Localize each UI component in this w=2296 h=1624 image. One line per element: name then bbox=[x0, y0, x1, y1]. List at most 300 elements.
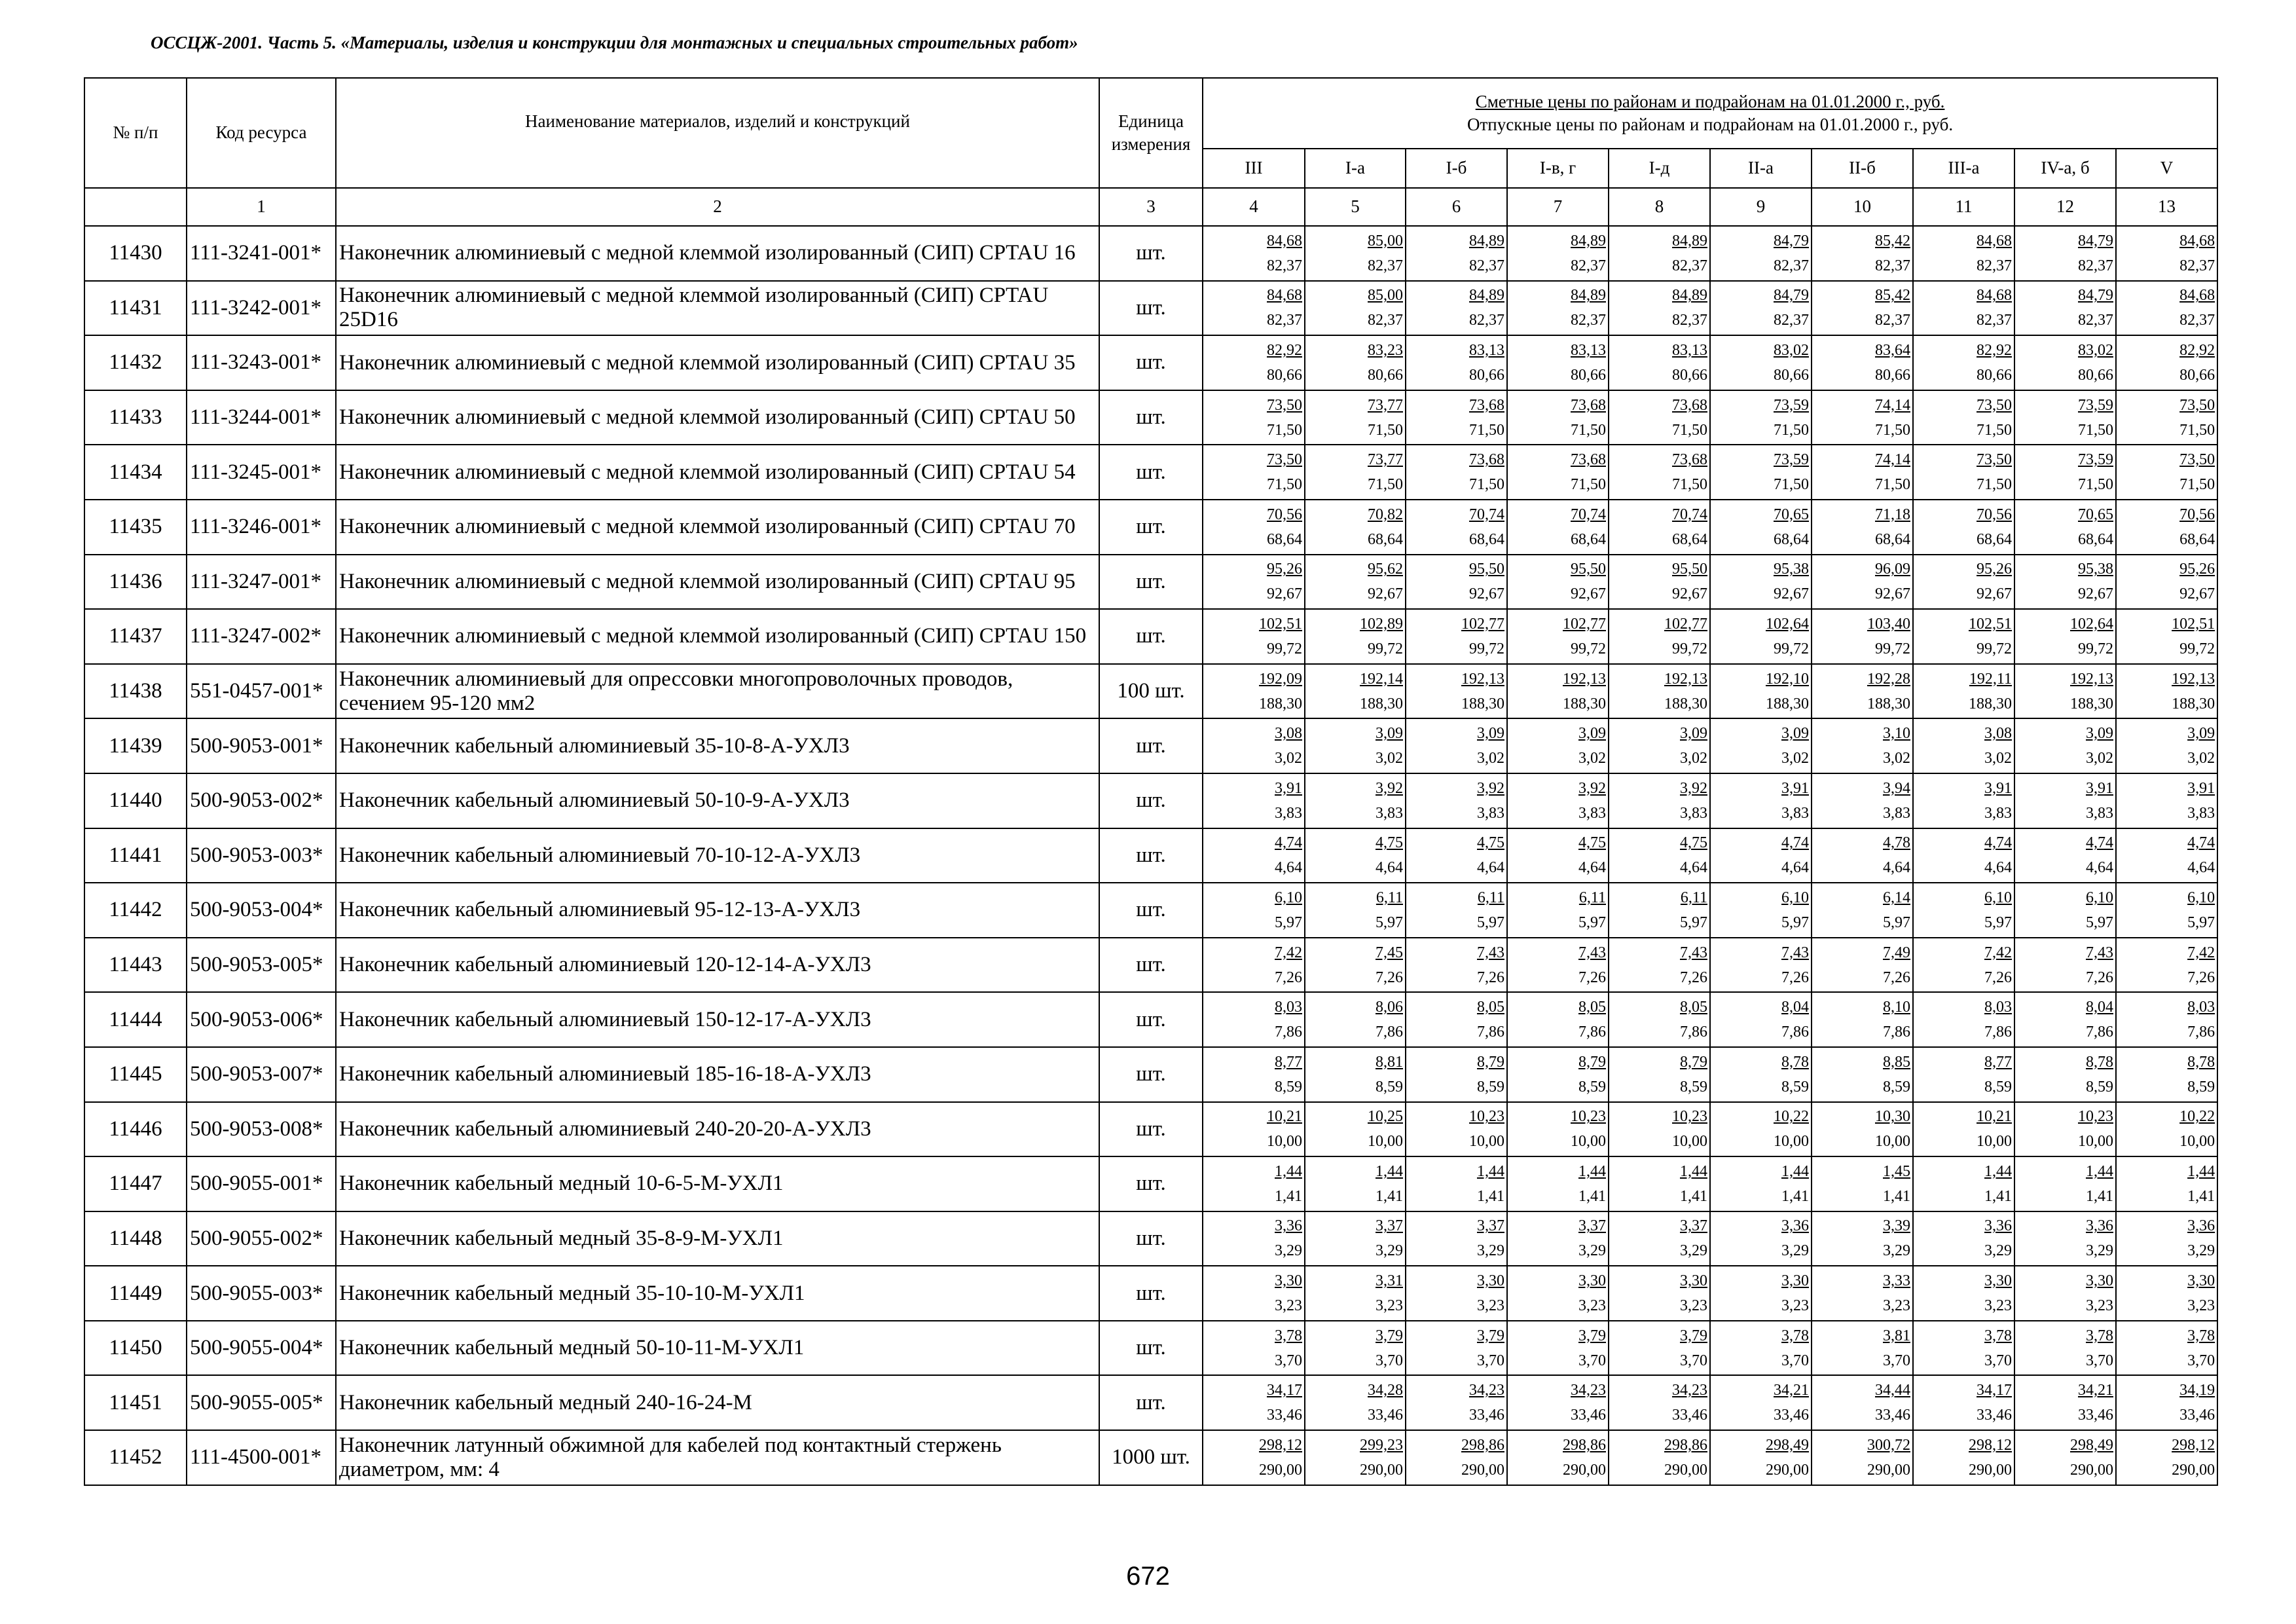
material-name: Наконечник алюминиевый с медной клеммой изолированный (СИП) CPTAU 54 bbox=[336, 445, 1099, 500]
prices-release-label: Отпускные цены по районам и подрайонам на 01.01.2000 г., руб. bbox=[1467, 115, 1954, 134]
price-cell bbox=[1406, 773, 1507, 828]
price-cell bbox=[1913, 609, 2014, 664]
resource-code: 111-4500-001* bbox=[187, 1430, 336, 1485]
estimate-price: 84,89 bbox=[1469, 232, 1504, 249]
release-price: 290,00 bbox=[1360, 1461, 1403, 1479]
price-cell bbox=[1710, 664, 1812, 719]
column-number-cell: 10 bbox=[1812, 188, 1913, 226]
estimate-price: 4,75 bbox=[1578, 834, 1606, 852]
material-name: Наконечник кабельный алюминиевый 70-10-12-А-УХЛ3 bbox=[336, 828, 1099, 883]
col-header-prices bbox=[1203, 78, 2217, 149]
price-cell bbox=[1609, 992, 1710, 1047]
price-cell bbox=[1507, 938, 1609, 993]
estimate-price: 34,17 bbox=[1977, 1382, 2012, 1399]
price-cell bbox=[1710, 1211, 1812, 1266]
release-price: 3,02 bbox=[1578, 750, 1606, 767]
estimate-price: 34,23 bbox=[1571, 1382, 1606, 1399]
release-price: 3,83 bbox=[1275, 804, 1302, 822]
release-price: 10,00 bbox=[1672, 1133, 1707, 1151]
price-cell bbox=[1507, 609, 1609, 664]
release-price: 71,50 bbox=[1571, 421, 1606, 439]
estimate-price: 84,68 bbox=[1267, 287, 1302, 304]
price-cell bbox=[1710, 226, 1812, 281]
release-price: 10,00 bbox=[1977, 1133, 2012, 1151]
release-price: 290,00 bbox=[1766, 1461, 1809, 1479]
release-price: 4,64 bbox=[1781, 859, 1809, 877]
price-cell bbox=[2116, 828, 2217, 883]
release-price: 3,70 bbox=[1680, 1352, 1707, 1369]
release-price: 7,86 bbox=[1376, 1024, 1403, 1041]
release-price: 71,50 bbox=[1267, 476, 1302, 494]
price-cell bbox=[2014, 1047, 2116, 1102]
price-cell bbox=[1406, 335, 1507, 390]
price-cell bbox=[1406, 390, 1507, 445]
estimate-price: 73,59 bbox=[1774, 451, 1809, 469]
price-cell bbox=[1710, 828, 1812, 883]
price-cell bbox=[1913, 390, 2014, 445]
price-cell bbox=[1609, 1430, 1710, 1485]
price-cell bbox=[1203, 445, 1305, 500]
estimate-price: 73,50 bbox=[1977, 396, 2012, 414]
estimate-price: 70,74 bbox=[1571, 506, 1606, 523]
price-cell bbox=[1305, 828, 1406, 883]
estimate-price: 6,11 bbox=[1376, 889, 1403, 906]
release-price: 188,30 bbox=[1563, 695, 1606, 712]
estimate-price: 10,21 bbox=[1267, 1108, 1302, 1126]
estimate-price: 8,78 bbox=[2187, 1053, 2215, 1071]
price-cell bbox=[1507, 335, 1609, 390]
row-number: 11430 bbox=[84, 226, 187, 281]
release-price: 99,72 bbox=[1469, 640, 1504, 657]
estimate-price: 70,65 bbox=[1774, 506, 1809, 523]
resource-code: 111-3244-001* bbox=[187, 390, 336, 445]
region-header-cell: I-д bbox=[1609, 149, 1710, 188]
estimate-price: 8,10 bbox=[1883, 999, 1910, 1016]
estimate-price: 10,22 bbox=[2179, 1108, 2215, 1126]
release-price: 7,26 bbox=[1477, 969, 1504, 986]
price-cell bbox=[2014, 1430, 2116, 1485]
price-cell bbox=[1609, 445, 1710, 500]
estimate-price: 3,09 bbox=[2086, 725, 2113, 743]
price-cell bbox=[1609, 773, 1710, 828]
estimate-price: 298,86 bbox=[1563, 1436, 1606, 1454]
resource-code: 500-9055-001* bbox=[187, 1156, 336, 1211]
estimate-price: 298,12 bbox=[2172, 1436, 2215, 1454]
resource-code: 500-9053-005* bbox=[187, 938, 336, 993]
table-row bbox=[84, 500, 2217, 555]
release-price: 68,64 bbox=[1977, 530, 2012, 548]
estimate-price: 84,68 bbox=[1267, 232, 1302, 249]
estimate-price: 1,44 bbox=[1680, 1162, 1707, 1180]
price-cell bbox=[1203, 883, 1305, 938]
release-price: 1,41 bbox=[2187, 1187, 2215, 1205]
estimate-price: 96,09 bbox=[1875, 561, 1910, 578]
release-price: 71,50 bbox=[1774, 421, 1809, 439]
price-cell bbox=[1609, 1156, 1710, 1211]
release-price: 71,50 bbox=[1672, 476, 1707, 494]
release-price: 3,70 bbox=[2187, 1352, 2215, 1369]
price-cell bbox=[1507, 1047, 1609, 1102]
estimate-price: 95,50 bbox=[1571, 561, 1606, 578]
release-price: 68,64 bbox=[2179, 530, 2215, 548]
release-price: 82,37 bbox=[1875, 257, 1910, 274]
release-price: 82,37 bbox=[1774, 257, 1809, 274]
row-number: 11433 bbox=[84, 390, 187, 445]
estimate-price: 3,36 bbox=[2086, 1217, 2113, 1235]
estimate-price: 84,68 bbox=[2179, 232, 2215, 249]
price-cell bbox=[1812, 226, 1913, 281]
price-cell bbox=[2116, 1375, 2217, 1430]
price-cell bbox=[1609, 226, 1710, 281]
release-price: 33,46 bbox=[1977, 1407, 2012, 1424]
release-price: 188,30 bbox=[1766, 695, 1809, 712]
estimate-price: 70,74 bbox=[1672, 506, 1707, 523]
column-number-cell: 9 bbox=[1710, 188, 1812, 226]
release-price: 8,59 bbox=[1477, 1078, 1504, 1096]
estimate-price: 3,37 bbox=[1578, 1217, 1606, 1235]
estimate-price: 8,85 bbox=[1883, 1053, 1910, 1071]
material-name: Наконечник кабельный медный 240-16-24-М bbox=[336, 1375, 1099, 1430]
material-name: Наконечник алюминиевый с медной клеммой изолированный (СИП) CPTAU 95 bbox=[336, 555, 1099, 610]
estimate-price: 84,79 bbox=[2078, 287, 2113, 304]
table-row bbox=[84, 938, 2217, 993]
release-price: 92,67 bbox=[1571, 585, 1606, 603]
row-number: 11449 bbox=[84, 1266, 187, 1321]
estimate-price: 3,09 bbox=[1477, 725, 1504, 743]
release-price: 82,37 bbox=[2179, 257, 2215, 274]
estimate-price: 8,77 bbox=[1275, 1053, 1302, 1071]
col-header-name: Наименование материалов, изделий и конструкций bbox=[336, 78, 1099, 188]
release-price: 188,30 bbox=[1259, 695, 1302, 712]
price-cell bbox=[1305, 1102, 1406, 1157]
estimate-price: 6,14 bbox=[1883, 889, 1910, 906]
price-cell bbox=[2116, 664, 2217, 719]
unit-of-measure: шт. bbox=[1099, 992, 1203, 1047]
estimate-price: 8,03 bbox=[1984, 999, 2012, 1016]
unit-of-measure: шт. bbox=[1099, 828, 1203, 883]
unit-of-measure: шт. bbox=[1099, 335, 1203, 390]
estimate-price: 3,37 bbox=[1680, 1217, 1707, 1235]
release-price: 71,50 bbox=[2179, 476, 2215, 494]
estimate-price: 3,36 bbox=[1275, 1217, 1302, 1235]
estimate-price: 3,91 bbox=[2187, 779, 2215, 797]
release-price: 7,26 bbox=[1275, 969, 1302, 986]
release-price: 7,26 bbox=[1883, 969, 1910, 986]
estimate-price: 73,68 bbox=[1469, 396, 1504, 414]
price-cell bbox=[1507, 1266, 1609, 1321]
estimate-price: 34,23 bbox=[1469, 1382, 1504, 1399]
price-cell bbox=[1203, 992, 1305, 1047]
release-price: 3,83 bbox=[1984, 804, 2012, 822]
price-cell bbox=[1812, 445, 1913, 500]
release-price: 68,64 bbox=[1571, 530, 1606, 548]
release-price: 5,97 bbox=[1883, 913, 1910, 931]
release-price: 80,66 bbox=[1774, 366, 1809, 384]
release-price: 10,00 bbox=[1774, 1133, 1809, 1151]
price-cell bbox=[1812, 1375, 1913, 1430]
estimate-price: 85,00 bbox=[1368, 287, 1403, 304]
release-price: 7,86 bbox=[1275, 1024, 1302, 1041]
estimate-price: 84,89 bbox=[1672, 232, 1707, 249]
price-cell bbox=[1710, 1156, 1812, 1211]
price-cell bbox=[1609, 664, 1710, 719]
release-price: 1,41 bbox=[1984, 1187, 2012, 1205]
estimate-price: 10,25 bbox=[1368, 1108, 1403, 1126]
release-price: 71,50 bbox=[1267, 421, 1302, 439]
unit-of-measure: шт. bbox=[1099, 1266, 1203, 1321]
estimate-price: 8,04 bbox=[1781, 999, 1809, 1016]
release-price: 82,37 bbox=[2078, 312, 2113, 329]
release-price: 82,37 bbox=[2179, 312, 2215, 329]
estimate-price: 7,49 bbox=[1883, 944, 1910, 961]
price-cell bbox=[2014, 1156, 2116, 1211]
table-row bbox=[84, 445, 2217, 500]
price-cell bbox=[1203, 1266, 1305, 1321]
release-price: 82,37 bbox=[1977, 257, 2012, 274]
price-cell bbox=[1305, 335, 1406, 390]
unit-of-measure: шт. bbox=[1099, 1211, 1203, 1266]
estimate-price: 1,44 bbox=[1984, 1162, 2012, 1180]
release-price: 80,66 bbox=[2078, 366, 2113, 384]
price-cell bbox=[1812, 664, 1913, 719]
release-price: 71,50 bbox=[2078, 421, 2113, 439]
estimate-price: 1,44 bbox=[1578, 1162, 1606, 1180]
release-price: 3,29 bbox=[1477, 1242, 1504, 1260]
estimate-price: 83,64 bbox=[1875, 341, 1910, 359]
release-price: 290,00 bbox=[2070, 1461, 2113, 1479]
resource-code: 500-9055-004* bbox=[187, 1321, 336, 1376]
price-cell bbox=[1507, 828, 1609, 883]
price-cell bbox=[2116, 1156, 2217, 1211]
price-cell bbox=[2014, 883, 2116, 938]
price-cell bbox=[1913, 1375, 2014, 1430]
release-price: 8,59 bbox=[1275, 1078, 1302, 1096]
price-cell bbox=[1203, 1211, 1305, 1266]
region-header-cell: III bbox=[1203, 149, 1305, 188]
release-price: 99,72 bbox=[2078, 640, 2113, 657]
price-cell bbox=[2014, 828, 2116, 883]
price-cell bbox=[1913, 555, 2014, 610]
release-price: 3,23 bbox=[1883, 1297, 1910, 1315]
row-number: 11442 bbox=[84, 883, 187, 938]
price-cell bbox=[2014, 773, 2116, 828]
table-row bbox=[84, 718, 2217, 773]
price-cell bbox=[2116, 992, 2217, 1047]
estimate-price: 3,36 bbox=[2187, 1217, 2215, 1235]
estimate-price: 73,68 bbox=[1672, 396, 1707, 414]
column-number-cell: 7 bbox=[1507, 188, 1609, 226]
release-price: 290,00 bbox=[2172, 1461, 2215, 1479]
price-cell bbox=[2014, 390, 2116, 445]
release-price: 7,26 bbox=[1578, 969, 1606, 986]
release-price: 3,29 bbox=[2086, 1242, 2113, 1260]
price-cell bbox=[1913, 226, 2014, 281]
estimate-price: 73,50 bbox=[2179, 396, 2215, 414]
document-header: ОССЦЖ-2001. Часть 5. «Материалы, изделия и конструкции для монтажных и специальных строительных работ» bbox=[151, 33, 1078, 52]
release-price: 92,67 bbox=[1267, 585, 1302, 603]
estimate-price: 8,78 bbox=[2086, 1053, 2113, 1071]
estimate-price: 7,42 bbox=[2187, 944, 2215, 961]
price-cell bbox=[1305, 555, 1406, 610]
release-price: 3,29 bbox=[1376, 1242, 1403, 1260]
price-cell bbox=[1203, 938, 1305, 993]
estimate-price: 84,68 bbox=[1977, 287, 2012, 304]
estimate-price: 3,39 bbox=[1883, 1217, 1910, 1235]
price-cell bbox=[1913, 992, 2014, 1047]
resource-code: 111-3241-001* bbox=[187, 226, 336, 281]
column-number-cell: 8 bbox=[1609, 188, 1710, 226]
price-cell bbox=[1406, 1430, 1507, 1485]
release-price: 99,72 bbox=[1368, 640, 1403, 657]
release-price: 99,72 bbox=[1672, 640, 1707, 657]
estimate-price: 73,50 bbox=[1267, 396, 1302, 414]
release-price: 71,50 bbox=[1774, 476, 1809, 494]
release-price: 82,37 bbox=[1875, 312, 1910, 329]
price-cell bbox=[2014, 335, 2116, 390]
release-price: 3,02 bbox=[2187, 750, 2215, 767]
release-price: 92,67 bbox=[1774, 585, 1809, 603]
price-cell bbox=[2116, 500, 2217, 555]
table-row bbox=[84, 390, 2217, 445]
resource-code: 500-9053-003* bbox=[187, 828, 336, 883]
estimate-price: 3,78 bbox=[1984, 1327, 2012, 1344]
unit-of-measure: шт. bbox=[1099, 1102, 1203, 1157]
estimate-price: 73,68 bbox=[1469, 451, 1504, 469]
material-name: Наконечник кабельный медный 10-6-5-М-УХЛ1 bbox=[336, 1156, 1099, 1211]
estimate-price: 3,78 bbox=[1275, 1327, 1302, 1344]
table-row bbox=[84, 1430, 2217, 1485]
release-price: 3,02 bbox=[1984, 750, 2012, 767]
release-price: 8,59 bbox=[1376, 1078, 1403, 1096]
price-cell bbox=[1609, 500, 1710, 555]
estimate-price: 8,06 bbox=[1376, 999, 1403, 1016]
estimate-price: 102,64 bbox=[1766, 615, 1809, 633]
material-name: Наконечник кабельный медный 35-8-9-М-УХЛ1 bbox=[336, 1211, 1099, 1266]
release-price: 3,29 bbox=[1578, 1242, 1606, 1260]
estimate-price: 3,92 bbox=[1477, 779, 1504, 797]
price-cell bbox=[1812, 1102, 1913, 1157]
estimate-price: 10,23 bbox=[2078, 1108, 2113, 1126]
estimate-price: 4,78 bbox=[1883, 834, 1910, 852]
release-price: 8,59 bbox=[1781, 1078, 1809, 1096]
material-name: Наконечник кабельный медный 35-10-10-М-УХЛ1 bbox=[336, 1266, 1099, 1321]
col-header-code: Код ресурса bbox=[187, 78, 336, 188]
release-price: 5,97 bbox=[1984, 913, 2012, 931]
price-cell bbox=[1710, 609, 1812, 664]
release-price: 5,97 bbox=[2086, 913, 2113, 931]
release-price: 290,00 bbox=[1867, 1461, 1910, 1479]
release-price: 71,50 bbox=[2179, 421, 2215, 439]
release-price: 99,72 bbox=[2179, 640, 2215, 657]
release-price: 71,50 bbox=[2078, 476, 2113, 494]
material-name: Наконечник алюминиевый с медной клеммой изолированный (СИП) CPTAU 35 bbox=[336, 335, 1099, 390]
estimate-price: 70,56 bbox=[1267, 506, 1302, 523]
unit-of-measure: шт. bbox=[1099, 718, 1203, 773]
estimate-price: 8,77 bbox=[1984, 1053, 2012, 1071]
estimate-price: 3,31 bbox=[1376, 1272, 1403, 1290]
table-row bbox=[84, 1375, 2217, 1430]
price-cell bbox=[1609, 555, 1710, 610]
release-price: 3,02 bbox=[1275, 750, 1302, 767]
release-price: 4,64 bbox=[1578, 859, 1606, 877]
estimate-price: 8,78 bbox=[1781, 1053, 1809, 1071]
price-cell bbox=[1406, 1321, 1507, 1376]
release-price: 71,50 bbox=[1875, 421, 1910, 439]
row-number: 11448 bbox=[84, 1211, 187, 1266]
estimate-price: 3,91 bbox=[1984, 779, 2012, 797]
price-cell bbox=[1507, 1211, 1609, 1266]
resource-code: 500-9053-007* bbox=[187, 1047, 336, 1102]
estimate-price: 7,45 bbox=[1376, 944, 1403, 961]
price-cell bbox=[1710, 500, 1812, 555]
price-cell bbox=[1305, 445, 1406, 500]
price-cell bbox=[1812, 335, 1913, 390]
material-name: Наконечник алюминиевый для опрессовки многопроволочных проводов, сечением 95-120 мм2 bbox=[336, 664, 1099, 719]
row-number: 11436 bbox=[84, 555, 187, 610]
estimate-price: 70,65 bbox=[2078, 506, 2113, 523]
release-price: 10,00 bbox=[1571, 1133, 1606, 1151]
release-price: 80,66 bbox=[1368, 366, 1403, 384]
estimate-price: 85,42 bbox=[1875, 287, 1910, 304]
price-cell bbox=[1203, 664, 1305, 719]
release-price: 4,64 bbox=[2086, 859, 2113, 877]
price-cell bbox=[1203, 1102, 1305, 1157]
material-name: Наконечник кабельный медный 50-10-11-М-УХЛ1 bbox=[336, 1321, 1099, 1376]
price-cell bbox=[1305, 281, 1406, 336]
price-cell bbox=[2014, 609, 2116, 664]
estimate-price: 4,74 bbox=[1781, 834, 1809, 852]
estimate-price: 6,11 bbox=[1578, 889, 1606, 906]
price-cell bbox=[1609, 1375, 1710, 1430]
price-cell bbox=[1710, 773, 1812, 828]
release-price: 10,00 bbox=[1469, 1133, 1504, 1151]
estimate-price: 7,43 bbox=[1680, 944, 1707, 961]
estimate-price: 6,10 bbox=[2187, 889, 2215, 906]
price-cell bbox=[1812, 773, 1913, 828]
price-cell bbox=[1305, 992, 1406, 1047]
estimate-price: 6,10 bbox=[1275, 889, 1302, 906]
release-price: 82,37 bbox=[1672, 312, 1707, 329]
price-cell bbox=[1406, 1266, 1507, 1321]
material-name: Наконечник кабельный алюминиевый 240-20-20-А-УХЛ3 bbox=[336, 1102, 1099, 1157]
price-cell bbox=[1203, 773, 1305, 828]
row-number: 11451 bbox=[84, 1375, 187, 1430]
material-name: Наконечник алюминиевый с медной клеммой изолированный (СИП) CPTAU 25D16 bbox=[336, 281, 1099, 336]
price-cell bbox=[1406, 1047, 1507, 1102]
unit-of-measure: шт. bbox=[1099, 445, 1203, 500]
table-row bbox=[84, 664, 2217, 719]
release-price: 71,50 bbox=[1977, 421, 2012, 439]
estimate-price: 3,30 bbox=[1578, 1272, 1606, 1290]
resource-code: 111-3245-001* bbox=[187, 445, 336, 500]
estimate-price: 8,03 bbox=[1275, 999, 1302, 1016]
release-price: 80,66 bbox=[1977, 366, 2012, 384]
release-price: 8,59 bbox=[1680, 1078, 1707, 1096]
price-cell bbox=[1203, 1047, 1305, 1102]
estimate-price: 3,94 bbox=[1883, 779, 1910, 797]
estimate-price: 8,79 bbox=[1680, 1053, 1707, 1071]
estimate-price: 95,62 bbox=[1368, 561, 1403, 578]
table-row bbox=[84, 226, 2217, 281]
release-price: 82,37 bbox=[2078, 257, 2113, 274]
release-price: 3,02 bbox=[2086, 750, 2113, 767]
unit-of-measure: шт. bbox=[1099, 1047, 1203, 1102]
price-cell bbox=[1406, 883, 1507, 938]
price-cell bbox=[2116, 938, 2217, 993]
estimate-price: 192,14 bbox=[1360, 670, 1403, 688]
estimate-price: 10,21 bbox=[1977, 1108, 2012, 1126]
column-number-cell: 11 bbox=[1913, 188, 2014, 226]
